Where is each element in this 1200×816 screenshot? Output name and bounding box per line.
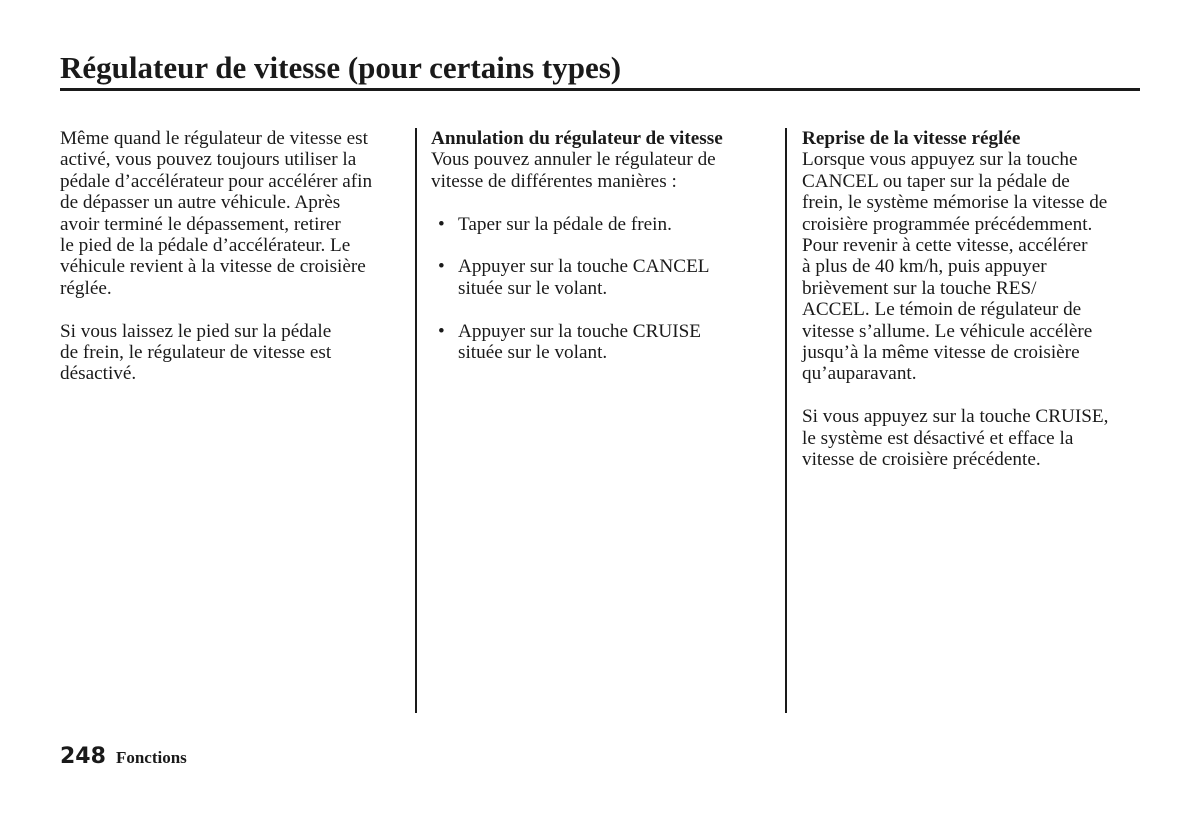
text-line: Taper sur la pédale de frein. bbox=[458, 213, 672, 235]
text-line: de frein, le régulateur de vitesse est bbox=[60, 342, 332, 364]
text-line: Appuyer sur la touche CANCEL bbox=[458, 256, 710, 278]
text-line: pédale d’accélérateur pour accélérer afin bbox=[60, 170, 373, 192]
page-title: Régulateur de vitesse (pour certains types) bbox=[60, 50, 622, 85]
col1-paragraph-2 bbox=[60, 321, 405, 385]
column-1 bbox=[60, 128, 405, 385]
text-line: Appuyer sur la touche CRUISE bbox=[458, 320, 702, 342]
text-line: à plus de 40 km/h, puis appuyer bbox=[802, 256, 1047, 278]
list-item bbox=[431, 321, 776, 364]
title-divider bbox=[60, 88, 1140, 91]
text-line: de dépasser un autre véhicule. Après bbox=[60, 192, 341, 214]
col3-paragraph-1 bbox=[802, 149, 1147, 384]
list-item bbox=[431, 214, 776, 235]
col1-paragraph-1 bbox=[60, 128, 405, 299]
bullet-icon: • bbox=[438, 320, 445, 342]
text-line: Pour revenir à cette vitesse, accélérer bbox=[802, 235, 1088, 257]
text-line: située sur le volant. bbox=[458, 342, 608, 364]
section-heading-resume: Reprise de la vitesse réglée bbox=[802, 128, 1021, 149]
col3-paragraph-2 bbox=[802, 406, 1147, 470]
section-name: Fonctions bbox=[115, 748, 187, 767]
text-line: Si vous appuyez sur la touche CRUISE, bbox=[802, 406, 1109, 428]
text-line: désactivé. bbox=[60, 363, 137, 385]
bullet-icon: • bbox=[438, 213, 445, 235]
list-item bbox=[431, 256, 776, 299]
column-divider-2 bbox=[785, 128, 787, 713]
section-heading-cancel: Annulation du régulateur de vitesse bbox=[431, 128, 723, 149]
text-line: qu’auparavant. bbox=[802, 363, 917, 385]
text-line: vitesse s’allume. Le véhicule accélère bbox=[802, 320, 1093, 342]
text-line: activé, vous pouvez toujours utiliser la bbox=[60, 149, 357, 171]
text-line: Vous pouvez annuler le régulateur de bbox=[431, 149, 716, 171]
text-line: le pied de la pédale d’accélérateur. Le bbox=[60, 235, 351, 257]
text-line: située sur le volant. bbox=[458, 277, 608, 299]
text-line: jusqu’à la même vitesse de croisière bbox=[802, 342, 1080, 364]
text-line: réglée. bbox=[60, 277, 112, 299]
text-line: frein, le système mémorise la vitesse de bbox=[802, 192, 1108, 214]
column-2 bbox=[431, 128, 776, 363]
text-line: brièvement sur la touche RES/ bbox=[802, 277, 1037, 299]
text-line: vitesse de différentes manières : bbox=[431, 170, 677, 192]
text-line: CANCEL ou taper sur la pédale de bbox=[802, 170, 1070, 192]
text-line: avoir terminé le dépassement, retirer bbox=[60, 213, 341, 235]
text-line: véhicule revient à la vitesse de croisière bbox=[60, 256, 366, 278]
text-line: Lorsque vous appuyez sur la touche bbox=[802, 149, 1078, 171]
column-3 bbox=[802, 128, 1147, 470]
page-number: 248 bbox=[60, 744, 106, 769]
text-line: Si vous laissez le pied sur la pédale bbox=[60, 320, 332, 342]
text-line: vitesse de croisière précédente. bbox=[802, 449, 1041, 471]
column-divider-1 bbox=[415, 128, 417, 713]
text-line: croisière programmée précédemment. bbox=[802, 213, 1093, 235]
text-line: le système est désactivé et efface la bbox=[802, 427, 1074, 449]
bullet-icon: • bbox=[438, 256, 445, 278]
text-line: Même quand le régulateur de vitesse est bbox=[60, 128, 368, 149]
text-line: ACCEL. Le témoin de régulateur de bbox=[802, 299, 1082, 321]
page-footer bbox=[60, 744, 187, 769]
